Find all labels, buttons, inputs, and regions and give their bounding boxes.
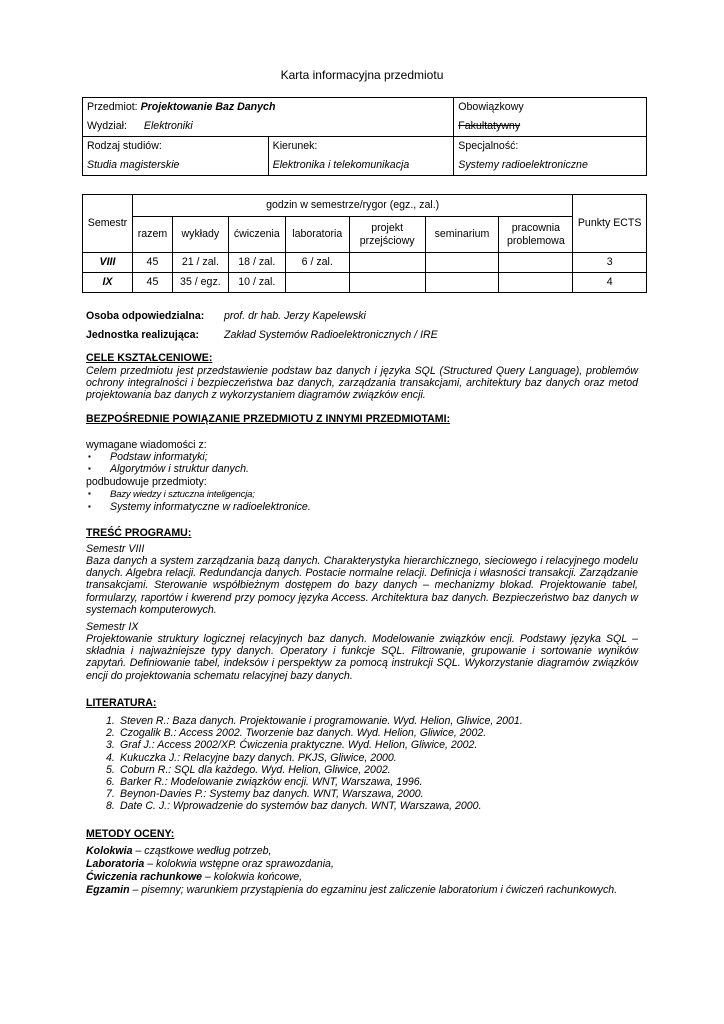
course-info-table (82, 97, 647, 176)
osoba-row (86, 310, 366, 322)
list-item: ▪ Algorytmów i struktur danych. (88, 463, 249, 476)
literatura-heading: LITERATURA: (86, 697, 157, 709)
hours-cell (425, 253, 499, 273)
powiazanie-heading: BEZPOŚREDNIE POWIĄZANIE PRZEDMIOTU Z INNYMI PRZEDMIOTAMI: (86, 413, 451, 425)
hours-cell: 45 (132, 273, 172, 293)
hours-cell (349, 273, 425, 293)
sem9-label: Semestr IX (86, 621, 139, 633)
list-item: ▪ Bazy wiedzy i sztuczna inteligencja; (88, 489, 255, 500)
list-item: ▪ Systemy informatyczne w radioelektronice. (88, 501, 311, 514)
wymagane-label: wymagane wiadomości z: (86, 439, 207, 451)
przedmiot-cell (83, 98, 454, 118)
list-item: 4. Kukuczka J.: Relacyjne bazy danych. PKJS, Gliwice, 2000. (106, 751, 397, 764)
page-title: Karta informacyjna przedmiotu (280, 68, 444, 82)
jednostka-value: Zakład Systemów Radioelektronicznych / IRE (224, 329, 438, 341)
przedmiot-label: Przedmiot: (87, 101, 138, 114)
wymagane-list (86, 451, 249, 475)
jednostka-label: Jednostka realizująca: (86, 329, 200, 341)
hours-group-header: godzin w semestrze/rygor (egz., zal.) (132, 195, 572, 217)
hours-cell (349, 253, 425, 273)
fakultatywny-cell: Fakultatywny (454, 117, 647, 137)
ects-cell: 4 (573, 273, 647, 293)
specjalnosc-value: Systemy radioelektroniczne (454, 156, 647, 176)
col-header: wykłady (172, 217, 228, 253)
list-item: 5. Coburn R.: SQL dla każdego. Wyd. Helion, Gliwice, 2002. (106, 763, 391, 776)
col-header: seminarium (425, 217, 499, 253)
tresc-heading: TREŚĆ PROGRAMU: (86, 527, 192, 539)
wydzial-cell (83, 117, 454, 137)
kierunek-label: Kierunek: (268, 137, 454, 157)
hours-cell: 10 / zal. (228, 273, 285, 293)
col-header: ćwiczenia (228, 217, 285, 253)
hours-table (82, 194, 647, 293)
list-item: ▪ Podstaw informatyki; (88, 451, 208, 463)
hours-cell: 18 / zal. (228, 253, 285, 273)
hours-cell: 6 / zal. (285, 253, 349, 273)
hours-cell: 35 / egz. (172, 273, 228, 293)
col-header: razem (132, 217, 172, 253)
sem9-text: Projektowanie struktury logicznej relacyjnych baz danych. Modelowanie związków encji. Podstawy języka SQL – składnia i najważniejsze typy danych. Operatory i funkcje SQL. Filtrowanie, grupowanie i sortowanie wyników zapytań. Definiowanie tabel, indeksów i perspektyw za pomocą instrukcji SQL. Wykorzystanie diagramów związków encji do projektowania schematu relacyjnej bazy danych. (86, 633, 638, 682)
list-item: Laboratoria – kolokwia wstępne oraz sprawozdania, (86, 858, 334, 870)
list-item: Ćwiczenia rachunkowe – kolokwia końcowe, (86, 871, 303, 883)
metody-list (86, 845, 617, 897)
cele-heading: CELE KSZTAŁCENIOWE: (86, 352, 213, 364)
list-item: Kolokwia – cząstkowe według potrzeb, (86, 845, 272, 857)
hours-cell (499, 253, 573, 273)
hours-cell: 45 (132, 253, 172, 273)
list-item: Egzamin – pisemny; warunkiem przystąpienia do egzaminu jest zaliczenie laboratorium i ćwiczeń rachunkowych. (86, 884, 618, 896)
list-item: 8. Date C. J.: Wprowadzenie do systemów baz danych. WNT, Warszawa, 2000. (106, 800, 482, 813)
hours-cell: 21 / zal. (172, 253, 228, 273)
col-header: laboratoria (285, 217, 349, 253)
list-item: 1. Steven R.: Baza danych. Projektowanie i programowanie. Wyd. Helion, Gliwice, 2001. (106, 715, 523, 727)
hours-cell (499, 273, 573, 293)
wydzial-value: Elektroniki (143, 120, 193, 133)
list-item: 6. Barker R.: Modelowanie związków encji. WNT, Warszawa, 1996. (106, 776, 423, 789)
list-item: 2. Czogalik B.: Access 2002. Tworzenie baz danych. Wyd. Helion, Gliwice, 2002. (106, 727, 487, 740)
col-header: pracownia problemowa (499, 217, 573, 253)
ects-header: Punkty ECTS (573, 195, 647, 253)
semestr-cell: VIII (83, 253, 133, 273)
sem8-text: Baza danych a system zarządzania bazą danych. Charakterystyka hierarchicznego, sieciowego i relacyjnego modelu danych. Algebra relacji. Redundancja danych. Postacie normalne relacji. Definicja i własności transakcji. Zarządzanie transakcjami. Sterowanie współbieżnym dostępem do bazy danych – mechanizmy blokad. Projektowanie tabel, formularzy, raportów i kwerend przy pomocy języka Access. Architektura baz danych. Bezpieczeństwo baz danych w systemach komputerowych. (86, 555, 638, 616)
rodzaj-label: Rodzaj studiów: (83, 137, 269, 157)
obowiazkowy-cell: Obowiązkowy (454, 98, 647, 118)
hours-cell (285, 273, 349, 293)
osoba-label: Osoba odpowiedzialna: (86, 310, 205, 322)
list-item: 3. Graf J.: Access 2002/XP. Ćwiczenia praktyczne. Wyd. Helion, Gliwice, 2002. (106, 739, 478, 752)
table-row (83, 273, 647, 293)
przedmiot-value: Projektowanie Baz Danych (140, 101, 276, 114)
kierunek-value: Elektronika i telekomunikacja (268, 156, 454, 176)
podbudowuje-list (86, 488, 311, 513)
podbudowuje-label: podbudowuje przedmioty: (86, 476, 207, 488)
semestr-header: Semestr (83, 195, 133, 253)
hours-cell (425, 273, 499, 293)
semestr-cell: IX (83, 273, 133, 293)
sem8-label: Semestr VIII (86, 543, 145, 555)
wydzial-label: Wydział: (87, 120, 127, 133)
metody-heading: METODY OCENY: (86, 828, 175, 840)
col-header: projekt przejściowy (349, 217, 425, 253)
literatura-list (86, 715, 523, 813)
specjalnosc-label: Specjalność: (454, 137, 647, 157)
rodzaj-value: Studia magisterskie (83, 156, 269, 176)
jednostka-row (86, 329, 438, 341)
list-item: 7. Beynon-Davies P.: Systemy baz danych. WNT, Warszawa, 2000. (106, 788, 424, 801)
osoba-value: prof. dr hab. Jerzy Kapelewski (224, 310, 366, 322)
cele-text: Celem przedmiotu jest przedstawienie podstaw baz danych i języka SQL (Structured Query Language), problemów ochrony integralności i bezpieczeństwa baz danych, zarządzania transakcjami, architektury baz danych oraz metod projektowania baz danych z wykorzystaniem diagramów związków encji. (86, 365, 638, 402)
table-row (83, 253, 647, 273)
ects-cell: 3 (573, 253, 647, 273)
